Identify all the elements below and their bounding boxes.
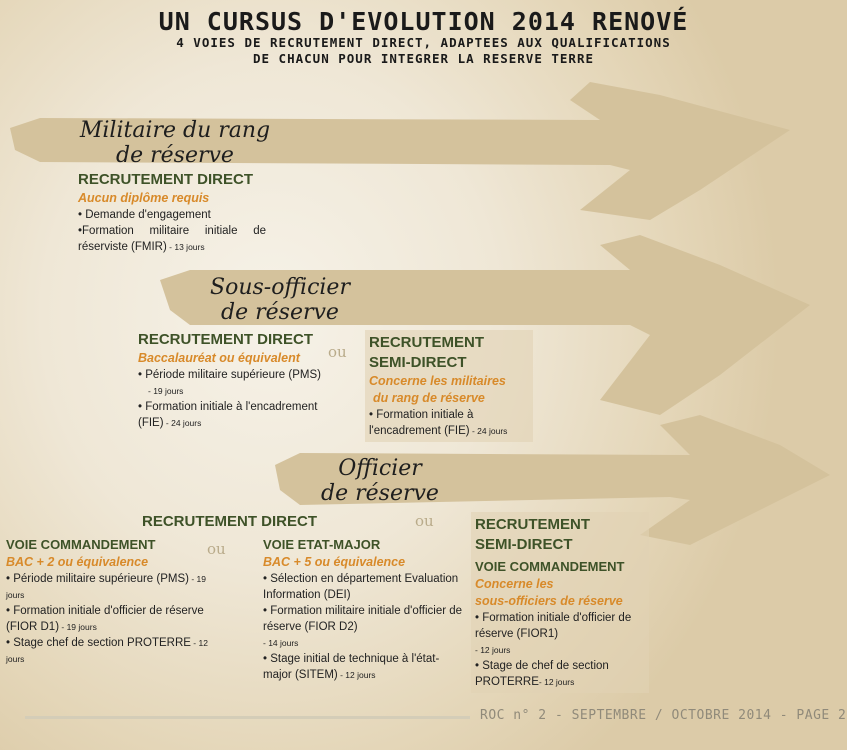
page-header — [0, 8, 847, 67]
list-item: • Formation initiale d'officier de réserve (FIOR D1) - 19 jours — [6, 605, 204, 633]
category-title-line2: de réserve — [116, 143, 234, 168]
or-label: ou — [415, 512, 434, 530]
category-title-line2: de réserve — [321, 481, 439, 506]
footer-divider — [25, 716, 470, 719]
list-item: • Formation militaire initiale d'officier de réserve (FIOR D2) — [263, 605, 463, 633]
category-title-line1: Sous-officier — [210, 275, 350, 300]
list-item: • Stage initial de technique à l'état-major (SITEM) - 12 jours — [263, 653, 440, 681]
category-sous-officier — [190, 275, 370, 325]
list-item-duration: - 14 jours — [263, 638, 299, 648]
qualification: BAC + 5 ou équivalence — [263, 555, 406, 569]
or-label: ou — [207, 540, 226, 558]
officier-direct-heading: RECRUTEMENT DIRECT — [142, 513, 317, 530]
sous-officier-direct-block — [138, 330, 343, 431]
list-item: • Stage de chef de section PROTERRE- 12 jours — [475, 660, 609, 688]
officier-commandement-block — [6, 536, 216, 667]
qualification: Baccalauréat ou équivalent — [138, 351, 300, 365]
page-subtitle-line2: DE CHACUN POUR INTEGRER LA RESERVE TERRE — [252, 51, 595, 66]
qualification: BAC + 2 ou équivalence — [6, 555, 149, 569]
list-item: • Période militaire supérieure (PMS) — [138, 369, 321, 381]
list-item: • Période militaire supérieure (PMS) - 19 jours — [6, 573, 206, 600]
category-militaire-du-rang — [65, 118, 285, 168]
block-heading: SEMI-DIRECT — [369, 354, 467, 371]
list-item: • Formation initiale à l'encadrement (FIE) - 24 jours — [369, 409, 508, 437]
block-heading: RECRUTEMENT DIRECT — [138, 331, 313, 348]
block-heading: VOIE ETAT-MAJOR — [263, 537, 381, 552]
category-title-line2: de réserve — [221, 300, 339, 325]
block-heading: SEMI-DIRECT — [475, 536, 573, 553]
list-item: • Sélection en département Evaluation Information (DEI) — [263, 573, 459, 601]
block-heading: VOIE COMMANDEMENT — [6, 537, 156, 552]
list-item: • Demande d'engagement — [78, 209, 211, 221]
officier-semi-direct-block — [471, 512, 649, 693]
list-item: • Formation initiale à l'encadrement (FIE) - 24 jours — [138, 401, 318, 429]
category-title-line1: Officier — [338, 456, 422, 481]
qualification: Concerne les militaires — [369, 374, 506, 388]
sous-officier-semi-direct-block — [365, 330, 533, 442]
or-label: ou — [328, 343, 347, 361]
page-title: UN CURSUS D'EVOLUTION 2014 RENOVÉ — [158, 7, 689, 36]
qualification: Concerne les — [475, 577, 554, 591]
list-item-duration: - 19 jours — [148, 386, 184, 396]
list-item-duration: - 12 jours — [475, 645, 511, 655]
block-heading: RECRUTEMENT — [369, 334, 484, 351]
qualification: Aucun diplôme requis — [78, 191, 210, 205]
officier-etat-major-block — [263, 536, 463, 683]
footer-text: ROC n° 2 - SEPTEMBRE / OCTOBRE 2014 - PAGE 2 — [480, 708, 847, 723]
militaire-direct-block — [78, 170, 266, 255]
category-officier — [300, 456, 460, 506]
list-item: •Formation militaire initiale de réserviste (FMIR) - 13 jours — [78, 225, 266, 253]
block-heading: RECRUTEMENT DIRECT — [78, 171, 253, 188]
qualification: du rang de réserve — [373, 391, 485, 405]
block-heading: RECRUTEMENT — [475, 516, 590, 533]
category-title-line1: Militaire du rang — [79, 118, 271, 143]
voie-heading: VOIE COMMANDEMENT — [475, 559, 625, 574]
page-subtitle-line1: 4 VOIES DE RECRUTEMENT DIRECT, ADAPTEES AUX QUALIFICATIONS — [176, 35, 671, 50]
list-item: • Formation initiale d'officier de réserve (FIOR1) — [475, 612, 632, 640]
qualification: sous-officiers de réserve — [475, 594, 623, 608]
list-item: • Stage chef de section PROTERRE - 12 jours — [6, 637, 208, 664]
